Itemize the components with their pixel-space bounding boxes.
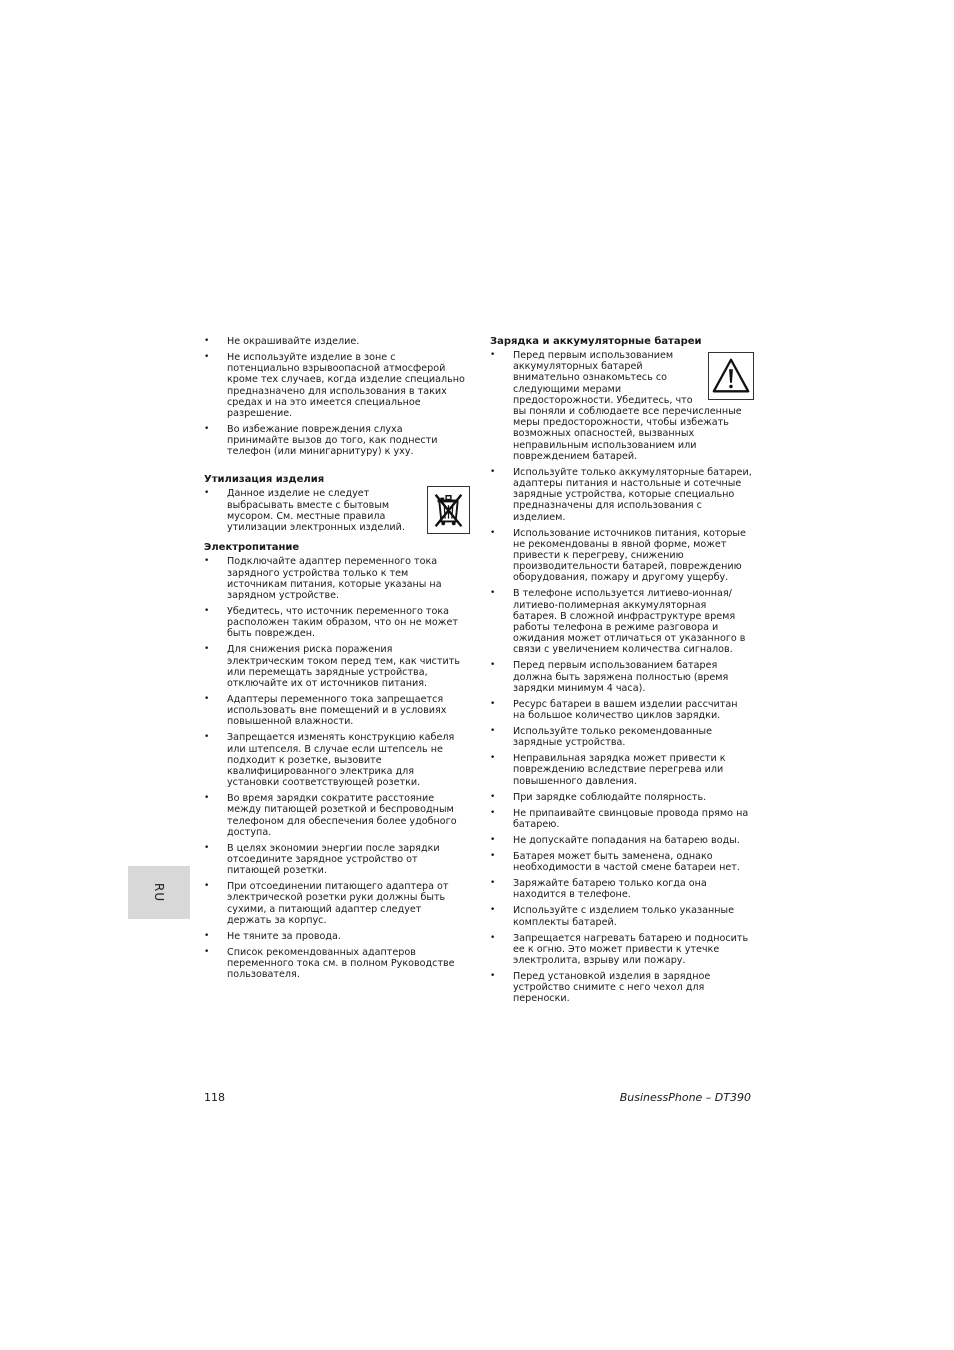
page-number: 118 — [204, 1091, 225, 1104]
disposal-list — [204, 488, 466, 533]
list-item: • Данное изделие не следует выбрасывать вместе с бытовым мусором. См. местные правила утилизации электронных изделий. — [204, 488, 466, 533]
list-item: • Не припаивайте свинцовые провода прямо на батарею. — [490, 808, 752, 830]
list-item: • Запрещается изменять конструкцию кабеля или штепселя. В случае если штепсель не подходит к розетке, вызовите квалифицированного электрика для установки соответствующей розетки. — [204, 732, 466, 788]
list-item: • Используйте только рекомендованные зарядные устройства. — [490, 726, 752, 748]
list-item: • Список рекомендованных адаптеров переменного тока см. в полном Руководстве пользователя. — [204, 947, 466, 981]
list-item: • Не используйте изделие в зоне с потенциально взрывоопасной атмосферой кроме тех случаев, когда изделие специально предназначено для использования в таких средах и на это имеется специальное разрешение. — [204, 352, 466, 419]
list-item: • Для снижения риска поражения электрическим током перед тем, как чистить или перемещать зарядные устройства, отключайте их от источников питания. — [204, 644, 466, 689]
list-item: • Используйте только аккумуляторные батареи, адаптеры питания и настольные и сотечные зарядные устройства, которые специально предназначены для использования с изделием. — [490, 467, 752, 523]
disposal-heading: Утилизация изделия — [204, 474, 325, 486]
language-tab — [128, 866, 190, 919]
list-item: • Перед установкой изделия в зарядное устройство снимите с него чехол для переноски. — [490, 971, 752, 1005]
list-item: • Перед первым использованием аккумуляторных батарей внимательно ознакомьтесь со следующими мерами предосторожности. Убедитесь, что вы поняли и соблюдаете все перечисленные меры предосторожности, чтобы избежать возможных опасностей, вызванных неправильным использованием или повреждением батарей. — [490, 350, 752, 462]
power-heading: Электропитание — [204, 542, 300, 554]
language-tab-label: RU — [152, 882, 167, 903]
intro-list — [204, 336, 466, 458]
list-item: • Адаптеры переменного тока запрещается использовать вне помещений и в условиях повышенной влажности. — [204, 694, 466, 728]
power-list — [204, 556, 466, 980]
battery-heading: Зарядка и аккумуляторные батареи — [490, 336, 702, 347]
list-item: • Во избежание повреждения слуха принимайте вызов до того, как поднести телефон (или минигарнитуру) к уху. — [204, 424, 466, 458]
list-item: • В целях экономии энергии после зарядки отсоедините зарядное устройство от питающей розетки. — [204, 843, 466, 877]
list-item: • Используйте с изделием только указанные комплекты батарей. — [490, 905, 752, 927]
list-item: • Подключайте адаптер переменного тока зарядного устройства только к тем источникам питания, которые указаны на зарядном устройстве. — [204, 556, 466, 601]
list-item: • Неправильная зарядка может привести к повреждению вследствие перегрева или повышенного давления. — [490, 753, 752, 787]
list-item: • Использование источников питания, которые не рекомендованы в явной форме, может привести к перегреву, снижению производительности батарей, повреждению оборудования, пожару и другому ущербу. — [490, 528, 752, 584]
list-item: • В телефоне используется литиево-ионная/литиево-полимерная аккумуляторная батарея. В сложной инфраструктуре время работы телефона в режиме разговора и ожидания может отличаться от указанного в связи с увеличением количества сигналов. — [490, 588, 752, 655]
left-column — [204, 336, 466, 985]
list-item: • Заряжайте батарею только когда она находится в телефоне. — [490, 878, 752, 900]
list-item: • Во время зарядки сократите расстояние между питающей розеткой и беспроводным телефоном для обеспечения более удобного доступа. — [204, 793, 466, 838]
list-item: • Не допускайте попадания на батарею воды. — [490, 835, 752, 846]
right-column — [490, 336, 752, 1009]
list-item: • Не тяните за провода. — [204, 931, 466, 942]
list-item: • Ресурс батареи в вашем изделии рассчитан на большое количество циклов зарядки. — [490, 699, 752, 721]
list-item: • Батарея может быть заменена, однако необходимости в частой смене батареи нет. — [490, 851, 752, 873]
list-item: • Перед первым использованием батарея должна быть заряжена полностью (время зарядки минимум 4 часа). — [490, 660, 752, 694]
list-item: • Убедитесь, что источник переменного тока расположен таким образом, что он не может быть поврежден. — [204, 606, 466, 640]
document-title: BusinessPhone – DT390 — [619, 1091, 751, 1104]
list-item: • При отсоединении питающего адаптера от электрической розетки руки должны быть сухими, а питающий адаптер следует держать за корпус. — [204, 881, 466, 926]
list-item: • Не окрашивайте изделие. — [204, 336, 466, 347]
battery-list — [490, 350, 752, 1005]
list-item: • Запрещается нагревать батарею и подносить ее к огню. Это может привести к утечке электролита, взрыву или пожару. — [490, 933, 752, 967]
list-item: • При зарядке соблюдайте полярность. — [490, 792, 752, 803]
